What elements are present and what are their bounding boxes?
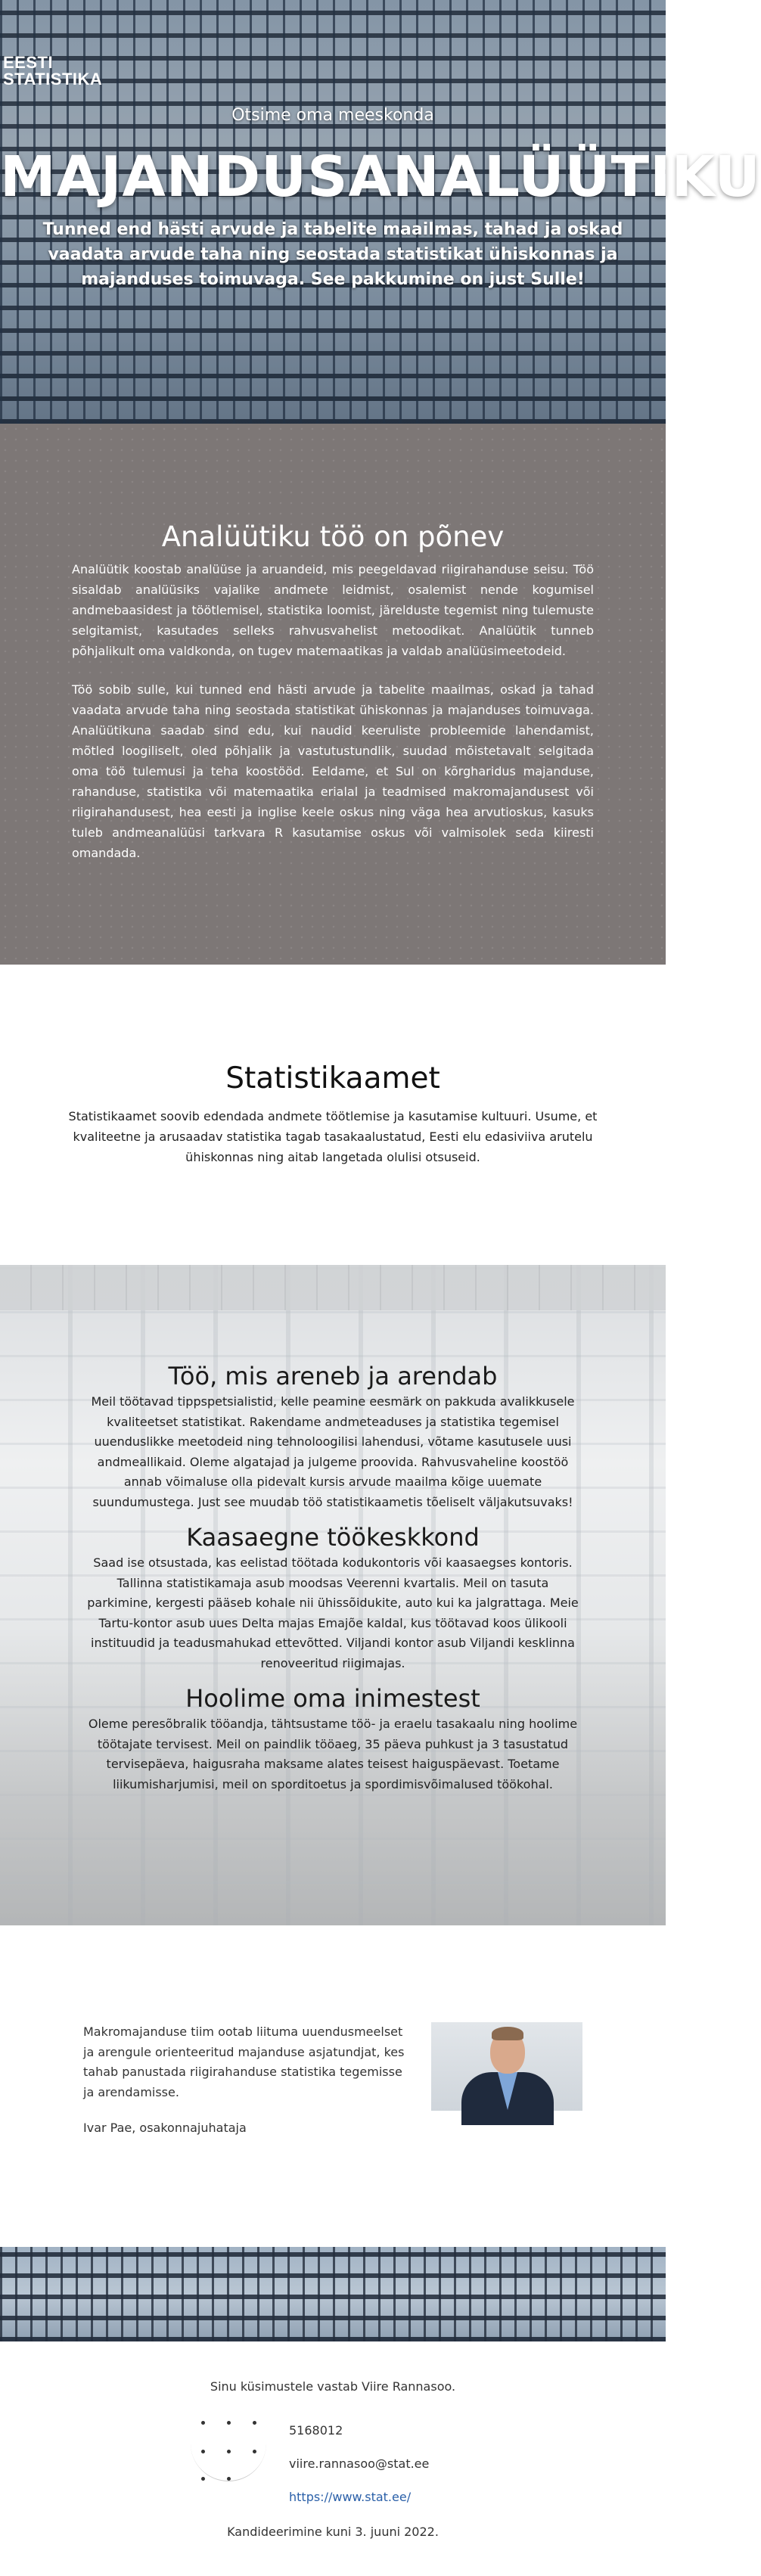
hero-content (0, 106, 761, 292)
office-section (0, 1265, 666, 1925)
office-content (0, 1362, 666, 1794)
contact-details (289, 2423, 429, 2523)
office-block-work (0, 1362, 666, 1512)
office-text-people: Oleme peresõbralik tööandja, tähtsustame töö- ja eraelu tasakaalu ning hoolime töötajate tervisest. Meil on paindlik tööaeg, 35 päeva puhkust ja 3 tasustatud tervisepäeva, haigusraha maksame alates teisest haiguspäevast. Toetame liikumisharjumisi, meil on sporditoetus ja spordimisvõimalused töökohal. (88, 1717, 578, 1791)
contact-dot (253, 2450, 256, 2453)
contact-dot (227, 2421, 231, 2425)
contact-dot (227, 2477, 231, 2481)
application-deadline: Kandideerimine kuni 3. juuni 2022. (227, 2525, 439, 2539)
office-text-work: Meil töötavad tippspetsialistid, kelle peamine eesmärk on pakkuda avalikkusele kvaliteetset statistikat. Rakendame andmeteaduses ja statistika tegemisel uuenduslikke meetodeid ning tehnoloogilisi lahendusi, võtame kasutusele uusi andmeallikaid. Oleme algatajad ja julgeme proovida. Rahvusvaheline koostöö annab võimaluse olla pidevalt kursis arvude maailma kõige uuemate suundumustega. Just see muudab töö statistikaametis tõeliselt väljakutsuvaks! (91, 1394, 575, 1509)
statistikaamet-section (0, 965, 666, 1265)
analyst-heading: Analüütiku töö on põnev (161, 520, 505, 553)
hero-subtitle: Tunned end hästi arvude ja tabelite maailmas, tahad ja oskad vaadata arvude taha ning seostada statistikat ühiskonnas ja majanduses toimuvaga. See pakkumine on just Sulle! (42, 220, 623, 289)
office-heading-environment: Kaasaegne töökeskkond (186, 1523, 480, 1552)
contact-email[interactable]: viire.rannasoo@stat.ee (289, 2456, 430, 2471)
contact-dot (201, 2421, 205, 2425)
contact-dot (201, 2450, 205, 2453)
quote-section (0, 1925, 666, 2247)
hero-kicker: Otsime oma meeskonda (231, 106, 434, 125)
portrait-hair (492, 2027, 523, 2040)
contact-title: Sinu küsimustele vastab Viire Rannasoo. (210, 2379, 456, 2394)
office-block-people (0, 1684, 666, 1794)
logo[interactable] (3, 54, 102, 88)
office-block-environment (0, 1523, 666, 1673)
statistikaamet-text: Statistikaamet soovib edendada andmete töötlemise ja kasutamise kultuuri. Usume, et kvaliteetne ja arusaadav statistika tagab tasakaalustatud, Eesti elu edasiviiva arutelu ühiskonnas ning aitab langetada olulisi otsuseid. (68, 1109, 598, 1164)
contact-dots-graphic (191, 2406, 266, 2481)
contact-arc (191, 2428, 266, 2481)
hero-title: MAJANDUSANALÜÜTIKU (0, 144, 761, 210)
logo-line-2: STATISTIKA (3, 70, 103, 89)
analyst-paragraph-1: Analüütik koostab analüüse ja aruandeid, mis peegeldavad riigirahanduse seisu. Töö sisaldab analüüsiks vajalike andmete leidmist, osalemist nende kogumisel andmebaasidest ja töötlemisel, statistika loomist, järelduste tegemist ning tulemuste selgitamist, kasutades selleks rahvusvahelist metoodikat. Analüütik tunneb põhjalikult oma valdkonda, on tugev matemaatikas ja valdab analüüsimeetodeid. (72, 562, 594, 658)
office-text-environment: Saad ise otsustada, kas eelistad töötada kodukontoris või kaasaegses kontoris. Tallinna statistikamaja asub moodsas Veerenni kvartalis. Meil on tasuta parkimine, kergesti pääseb kohale nii ühissõidukite, auto kui ka jalgrattaga. Meie Tartu-kontor asub uues Delta majas Emajõe kaldal, kus töötavad koos ülikooli instituudid ja teadusmahukad ettevõtted. Viljandi kontor asub Viljandi kesklinna renoveeritud riigimajas. (87, 1555, 579, 1670)
contact-website-link[interactable]: https://www.stat.ee/ (289, 2490, 412, 2504)
contact-dot (227, 2450, 231, 2453)
analyst-section (0, 424, 666, 965)
office-heading-people: Hoolime oma inimestest (185, 1684, 480, 1713)
contact-dot (253, 2421, 256, 2425)
building-banner (0, 2247, 666, 2341)
quote-text: Makromajanduse tiim ootab liituma uuendusmeelset ja arengule orienteeritud majanduse asjatundjat, kes tahab panustada riigirahanduse statistika tegemisse ja arendamisse. (83, 2024, 405, 2099)
hero-section (0, 0, 761, 424)
contact-dot (201, 2477, 205, 2481)
author-portrait (431, 2022, 582, 2111)
logo-line-1: EESTI (3, 53, 54, 72)
office-heading-work: Töö, mis areneb ja arendab (168, 1362, 498, 1391)
contact-section (0, 2341, 666, 2576)
quote-author: Ivar Pae, osakonnajuhataja (83, 2121, 247, 2135)
analyst-paragraph-2: Töö sobib sulle, kui tunned end hästi arvude ja tabelite maailmas, oskad ja tahad vaadata arvude taha ning seostada statistikat ühiskonnas ja majanduses toimuvaga. Analüütikuna saadab sind edu, kui naudid keeruliste probleemide lahendamist, mõtled loogiliselt, oled põhjalik ja vastutustundlik, suudad mõistetavalt selgitada oma töö tulemusi ja teha koostööd. Eeldame, et Sul on kõrgharidus majanduse, rahanduse, statistika või matemaatika erialal ja teadmised makromajandusest või riigirahandusest, hea eesti ja inglise keele oskus ning väga hea arvutioskus, kasuks tuleb andmeanalüüsi tarkvara R kasutamise oskus või valmisolek seda kiiresti omandada. (72, 682, 594, 860)
contact-phone[interactable]: 5168012 (289, 2423, 343, 2438)
statistikaamet-heading: Statistikaamet (225, 1061, 440, 1095)
